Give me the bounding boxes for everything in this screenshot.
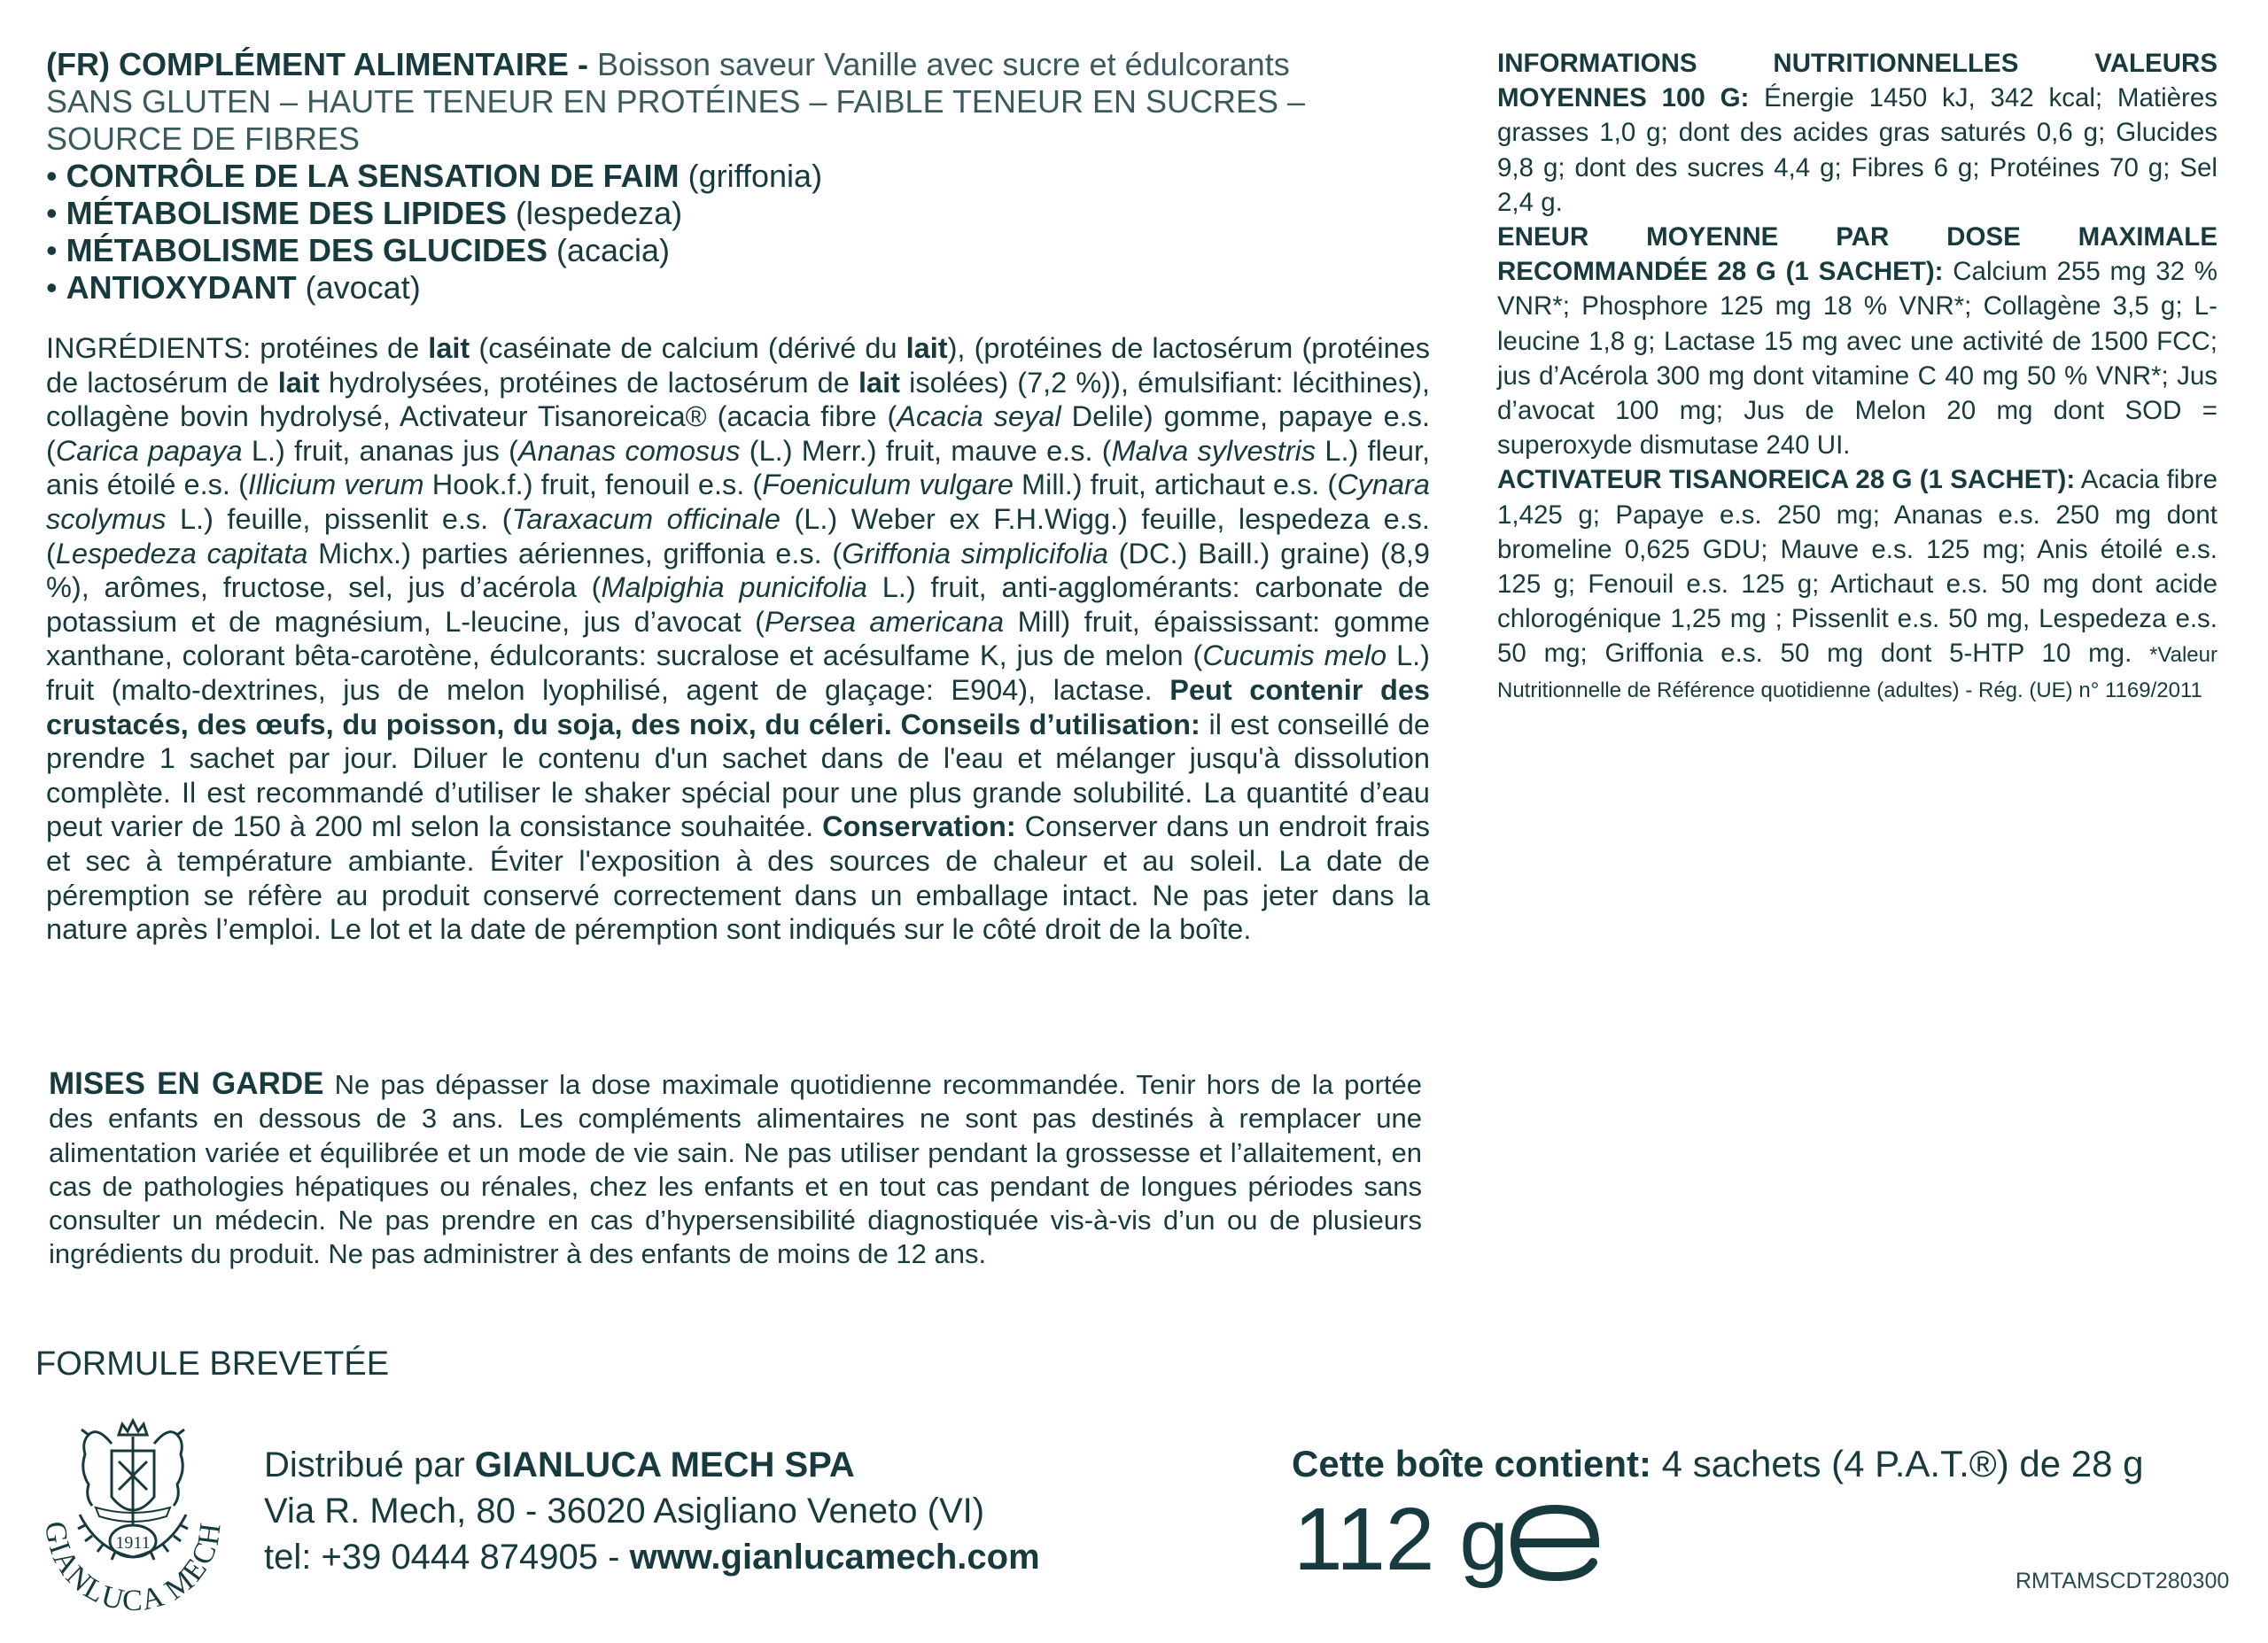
nutrition-claims: SANS GLUTEN – HAUTE TENEUR EN PROTÉINES – FAIBLE TENEUR EN SUCRES – SOURCE DE FIBRES: [46, 83, 1306, 157]
reference-note: *Valeur Nutritionnelle de Référence quotidienne (adultes) - Rég. (UE) n° 1169/2011: [1497, 643, 2218, 703]
product-description: Boisson saveur Vanille avec sucre et édulcorants: [596, 46, 1290, 82]
ingredients-text: ), (protéines de lactosérum (protéines de lactosérum de: [46, 332, 1431, 399]
nutrition-per-100g-label: INFORMATIONS NUTRITIONNELLES VALEURS MOYENNES 100 G:: [1497, 49, 2218, 113]
latin-name: Cynara scolymus: [46, 469, 1430, 535]
contents-label: Cette boîte contient:: [1292, 1443, 1651, 1484]
allergen-term: lait: [905, 332, 948, 364]
benefit-list: [46, 158, 1428, 306]
distributor-contact: [264, 1534, 1040, 1580]
ingredients-text: (L.) Weber ex F.H.Wigg.) feuille, lespedeza e.s. (: [46, 502, 1430, 570]
ingredients-text: Hook.f.) fruit, fenouil e.s. (: [423, 469, 763, 501]
product-header: [46, 46, 1428, 306]
latin-name: Ananas comosus: [517, 434, 741, 467]
brand-logo: [27, 1408, 239, 1621]
warnings-title: MISES EN GARDE: [49, 1066, 324, 1101]
nutrition-per-dose: [1497, 220, 2218, 462]
food-supplement-label: (FR) COMPLÉMENT ALIMENTAIRE -: [46, 46, 597, 82]
latin-name: Persea americana: [764, 605, 1005, 638]
logo-brand-arc: GIANLUCA MECH: [38, 1519, 228, 1618]
bullet: •: [46, 232, 58, 268]
allergen-term: lait: [858, 366, 900, 399]
distributor-info: [264, 1442, 1040, 1580]
product-code: RMTAMSCDT280300: [2016, 1569, 2230, 1593]
benefit-label: ANTIOXYDANT: [66, 269, 297, 306]
ingredients-text: Michx.) parties aériennes, griffonia e.s. (: [307, 537, 843, 570]
benefit-item: [46, 158, 1428, 195]
ingredients-text: isolées) (7,2 %)), émulsifiant: lécithines), collagène bovin hydrolysé, Activateur Tisanoreica® (acacia fibre (: [46, 366, 1430, 433]
e-mark-icon: [1508, 1504, 1604, 1582]
latin-name: Foeniculum vulgare: [762, 469, 1014, 501]
ingredients-text: L.) fruit (malto-dextrines, jus de melon lyophilisé, agent de glaçage: E904), lactase.: [46, 639, 1430, 706]
bullet: •: [46, 158, 58, 194]
package-contents: [1292, 1440, 2143, 1488]
latin-name: Carica papaya: [55, 434, 243, 467]
nutrition-per-100g: [1497, 46, 2218, 220]
latin-name: Griffonia simplicifolia: [842, 537, 1108, 570]
website-link[interactable]: www.gianlucamech.com: [629, 1538, 1040, 1577]
benefit-item: [46, 232, 1428, 269]
warnings-paragraph: [49, 1067, 1422, 1272]
net-weight: 112 g: [1293, 1490, 1509, 1589]
nutrition-info: [1497, 46, 2218, 707]
benefit-label: MÉTABOLISME DES LIPIDES: [66, 195, 507, 231]
ingredients-text: INGRÉDIENTS: protéines de: [46, 332, 429, 364]
logo-year: 1911: [115, 1533, 151, 1553]
nutrition-per-dose-text: Calcium 255 mg 32 % VNR*; Phosphore 125 mg 18 % VNR*; Collagène 3,5 g; L-leucine 1,8 g; Lactase 15 mg avec une activité de 1500 FCC; jus d’Acérola 300 mg dont vitamine C 40 mg 50 % VNR*; Jus d’avocat 100 mg; Jus de Melon 20 mg dont SOD = superoxyde dismutase 240 UI.: [1497, 257, 2218, 461]
latin-name: Malva sylvestris: [1111, 434, 1317, 467]
warnings-text: Ne pas dépasser la dose maximale quotidienne recommandée. Tenir hors de la portée des enfants en dessous de 3 ans. Les compléments alimentaires ne sont pas destinés à remplacer une alimentation variée et équilibrée et un mode de vie sain. Ne pas utiliser pendant la grossesse et l’allaitement, en cas de pathologies hépatiques ou rénales, chez les enfants et en tout cas pendant de longues périodes sans consulter un médecin. Ne pas prendre en cas d’hypersensibilité diagnostiquée vis-à-vis d’un ou de plusieurs ingrédients du produit. Ne pas administrer à des enfants de moins de 12 ans.: [49, 1069, 1422, 1270]
distributor-phone: tel: +39 0444 874905 -: [264, 1538, 630, 1577]
ingredients-text: Delile) gomme, papaye e.s. (: [46, 400, 1430, 467]
ingredients-text: (caséinate de calcium (dérivé du: [470, 332, 906, 364]
activator-text: Acacia fibre 1,425 g; Papaye e.s. 250 mg; Ananas e.s. 250 mg dont bromeline 0,625 GDU; Mauve e.s. 125 mg; Anis étoilé e.s. 125 g; Fenouil e.s. 125 g; Artichaut e.s. 50 mg dont acide chlorogénique 1,25 mg ; Pissenlit e.s. 50 mg, Lespedeza e.s. 50 mg; Griffonia e.s. 50 mg dont 5-HTP 10 mg.: [1497, 465, 2218, 669]
header-title-line: [46, 46, 1428, 83]
benefit-source: (lespedeza): [516, 195, 683, 231]
distributor-company: GIANLUCA MECH SPA: [474, 1445, 855, 1484]
storage-label: Conservation:: [822, 810, 1016, 843]
nutrition-per-dose-label: ENEUR MOYENNE PAR DOSE MAXIMALE RECOMMANDÉE 28 G (1 SACHET):: [1497, 222, 2218, 287]
storage-text: Conserver dans un endroit frais et sec à température ambiante. Éviter l'exposition à des sources de chaleur et au soleil. La date de péremption se réfère au produit conservé correctement dans un emballage intact. Ne pas jeter dans la nature après l’emploi. Le lot et la date de péremption sont indiqués sur le côté droit de la boîte.: [46, 810, 1430, 946]
ingredients-text: L.) fruit, anti-agglomérants: carbonate de potassium et de magnésium, L-leucine, jus d’avocat (: [46, 571, 1431, 638]
benefit-source: (avocat): [305, 269, 421, 306]
benefit-item: [46, 269, 1428, 306]
latin-name: Taraxacum officinale: [511, 502, 781, 535]
ingredients-text: L.) fleur, anis étoilé e.s. (: [46, 434, 1431, 501]
ingredients-paragraph: [46, 331, 1430, 947]
ingredients-text: hydrolysées, protéines de lactosérum de: [319, 366, 858, 399]
latin-name: Acacia seyal: [897, 400, 1061, 433]
ingredients-text: L.) feuille, pissenlit e.s. (: [166, 502, 512, 535]
ingredients-text: (DC.) Baill.) graine) (8,9 %), arômes, fructose, sel, jus d’acérola (: [46, 537, 1430, 604]
contents-text: 4 sachets (4 P.A.T.®) de 28 g: [1651, 1443, 2144, 1484]
distributor-prefix: Distribué par: [264, 1445, 475, 1484]
latin-name: Malpighia punicifolia: [601, 571, 867, 604]
ingredients-text: (L.) Merr.) fruit, mauve e.s. (: [740, 434, 1112, 467]
usage-text: il est conseillé de prendre 1 sachet par jour. Diluer le contenu d'un sachet dans de l'eau et mélanger jusqu'à dissolution complète. Il est recommandé d’utiliser le shaker spécial pour une plus grande solubilité. La quantité d’eau peut varier de 150 à 200 ml selon la consistance souhaitée.: [46, 708, 1430, 843]
allergen-term: lait: [428, 332, 470, 364]
allergen-warning: Peut contenir des crustacés, des œufs, du poisson, du soja, des noix, du céleri. Conseils d’utilisation:: [46, 673, 1430, 740]
bullet: •: [46, 269, 58, 306]
ingredients-text: L.) fruit, ananas jus (: [242, 434, 518, 467]
allergen-term: lait: [277, 366, 320, 399]
benefit-source: (acacia): [556, 232, 671, 268]
latin-name: Lespedeza capitata: [55, 537, 308, 570]
patented-formula-label: FORMULE BREVETÉE: [35, 1345, 390, 1383]
bullet: •: [46, 195, 58, 231]
latin-name: Cucumis melo: [1202, 639, 1387, 672]
distributor-address: Via R. Mech, 80 - 36020 Asigliano Veneto (VI): [264, 1492, 985, 1531]
activator-composition: [1497, 462, 2218, 707]
activator-label: ACTIVATEUR TISANOREICA 28 G (1 SACHET):: [1497, 465, 2076, 495]
benefit-label: CONTRÔLE DE LA SENSATION DE FAIM: [66, 158, 680, 194]
distributor-line: [264, 1442, 1040, 1488]
benefit-item: [46, 195, 1428, 232]
nutrition-per-100g-text: Énergie 1450 kJ, 342 kcal; Matières grasses 1,0 g; dont des acides gras saturés 0,6 g; Glucides 9,8 g; dont des sucres 4,4 g; Fibres 6 g; Protéines 70 g; Sel 2,4 g.: [1497, 83, 2218, 217]
ingredients-text: Mill) fruit, épaississant: gomme xanthane, colorant bêta-carotène, édulcorants: sucralose et acésulfame K, jus de melon (: [46, 605, 1430, 672]
ingredients-text: Mill.) fruit, artichaut e.s. (: [1013, 469, 1338, 501]
latin-name: Illicium verum: [247, 469, 424, 501]
benefit-label: MÉTABOLISME DES GLUCIDES: [66, 232, 548, 268]
benefit-source: (griffonia): [687, 158, 823, 194]
